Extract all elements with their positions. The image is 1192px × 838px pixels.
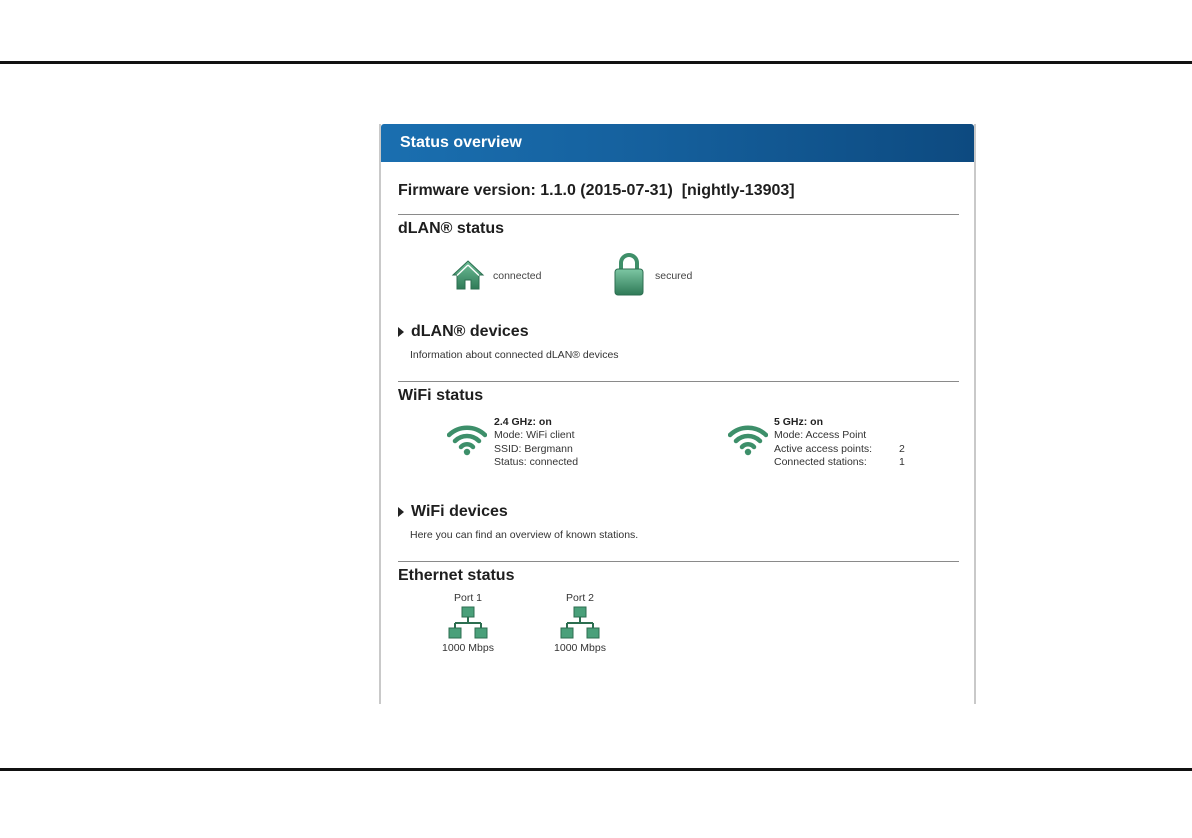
home-icon (451, 258, 485, 292)
wifi-devices-description: Here you can find an overview of known stations. (410, 529, 639, 541)
wifi-24-icon (447, 424, 487, 456)
ethernet-status-heading: Ethernet status (398, 567, 515, 584)
wifi-5-stations-value: 1 (899, 455, 905, 468)
ethernet-port-2 (548, 592, 612, 654)
panel-title: Status overview (381, 124, 974, 162)
bottom-rule (0, 768, 1192, 771)
status-overview-panel (379, 124, 976, 704)
lock-icon (614, 252, 644, 296)
expand-arrow-icon (398, 507, 404, 517)
dlan-devices-description: Information about connected dLAN® devices (410, 349, 619, 361)
wifi-24-status: Status: connected (494, 455, 579, 468)
port-2-speed: 1000 Mbps (554, 642, 606, 654)
wifi-5-ap-value: 2 (899, 442, 905, 455)
divider (398, 214, 959, 215)
firmware-version: Firmware version: 1.1.0 (2015-07-31) [nightly-13903] (398, 182, 795, 199)
wifi-devices-toggle[interactable] (398, 503, 508, 521)
divider (398, 561, 959, 562)
network-icon (436, 604, 500, 642)
wifi-5-stations-label: Connected stations: (774, 455, 867, 468)
dlan-secured-label: secured (655, 270, 693, 282)
wifi-24-title: 2.4 GHz: on (494, 416, 552, 428)
ethernet-port-1 (436, 592, 500, 654)
wifi-5-icon (728, 424, 768, 456)
port-2-name: Port 2 (565, 592, 594, 604)
wifi-5-ap-label: Active access points: (774, 442, 873, 455)
wifi-5-info (774, 416, 905, 469)
dlan-connected-label: connected (493, 270, 542, 282)
wifi-24-info (494, 416, 578, 469)
dlan-status-heading: dLAN® status (398, 220, 505, 237)
network-icon (548, 604, 612, 642)
wifi-5-mode: Mode: Access Point (774, 429, 867, 442)
dlan-devices-toggle[interactable] (398, 323, 529, 341)
wifi-24-mode: Mode: WiFi client (494, 429, 575, 442)
wifi-status-heading: WiFi status (398, 387, 484, 404)
divider (398, 381, 959, 382)
wifi-24-ssid: SSID: Bergmann (494, 442, 573, 455)
port-1-name: Port 1 (453, 592, 482, 604)
wifi-5-title: 5 GHz: on (774, 416, 823, 428)
top-rule (0, 61, 1192, 64)
expand-arrow-icon (398, 327, 404, 337)
dlan-devices-heading: dLAN® devices (411, 323, 529, 340)
wifi-devices-heading: WiFi devices (411, 503, 508, 520)
port-1-speed: 1000 Mbps (442, 642, 494, 654)
